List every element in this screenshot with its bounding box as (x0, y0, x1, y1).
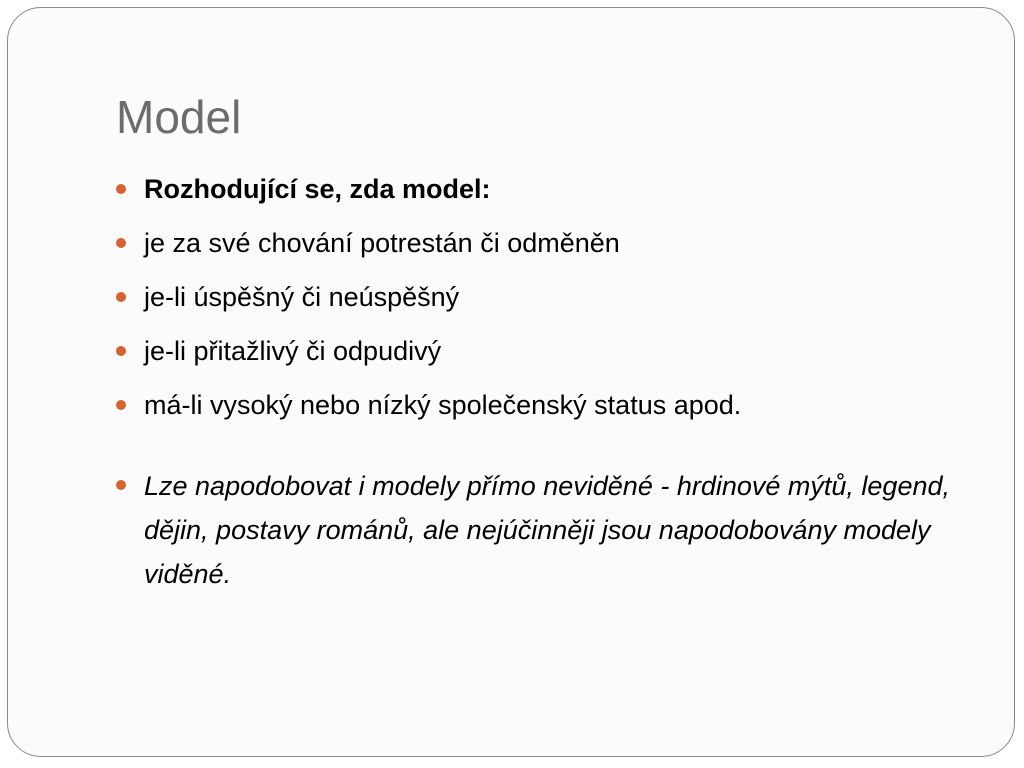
bullet-icon (116, 238, 126, 248)
bullet-text: má-li vysoký nebo nízký společenský status apod. (144, 390, 742, 420)
list-item (114, 276, 954, 318)
bullet-icon (116, 292, 126, 302)
list-item (114, 384, 954, 426)
bullet-icon (116, 184, 126, 194)
bullet-text: je za své chování potrestán či odměněn (144, 228, 620, 258)
slide-title: Model (116, 91, 242, 143)
list-item (114, 330, 954, 372)
bullet-icon (116, 400, 126, 410)
list-item (114, 168, 954, 210)
bullet-text: je-li úspěšný či neúspěšný (144, 282, 460, 312)
bullet-icon (116, 346, 126, 356)
bullet-text: Lze napodobovat i modely přímo neviděné - hrdinové mýtů, legend, dějin, postavy románů, ale nejúčinněji jsou napodobovány modely viděné. (144, 471, 950, 589)
list-item (114, 464, 954, 596)
bullet-list (114, 168, 954, 608)
slide-frame (7, 7, 1015, 757)
list-item (114, 222, 954, 264)
bullet-icon (116, 480, 126, 490)
bullet-text: Rozhodující se, zda model: (144, 174, 491, 204)
bullet-text: je-li přitažlivý či odpudivý (144, 336, 442, 366)
